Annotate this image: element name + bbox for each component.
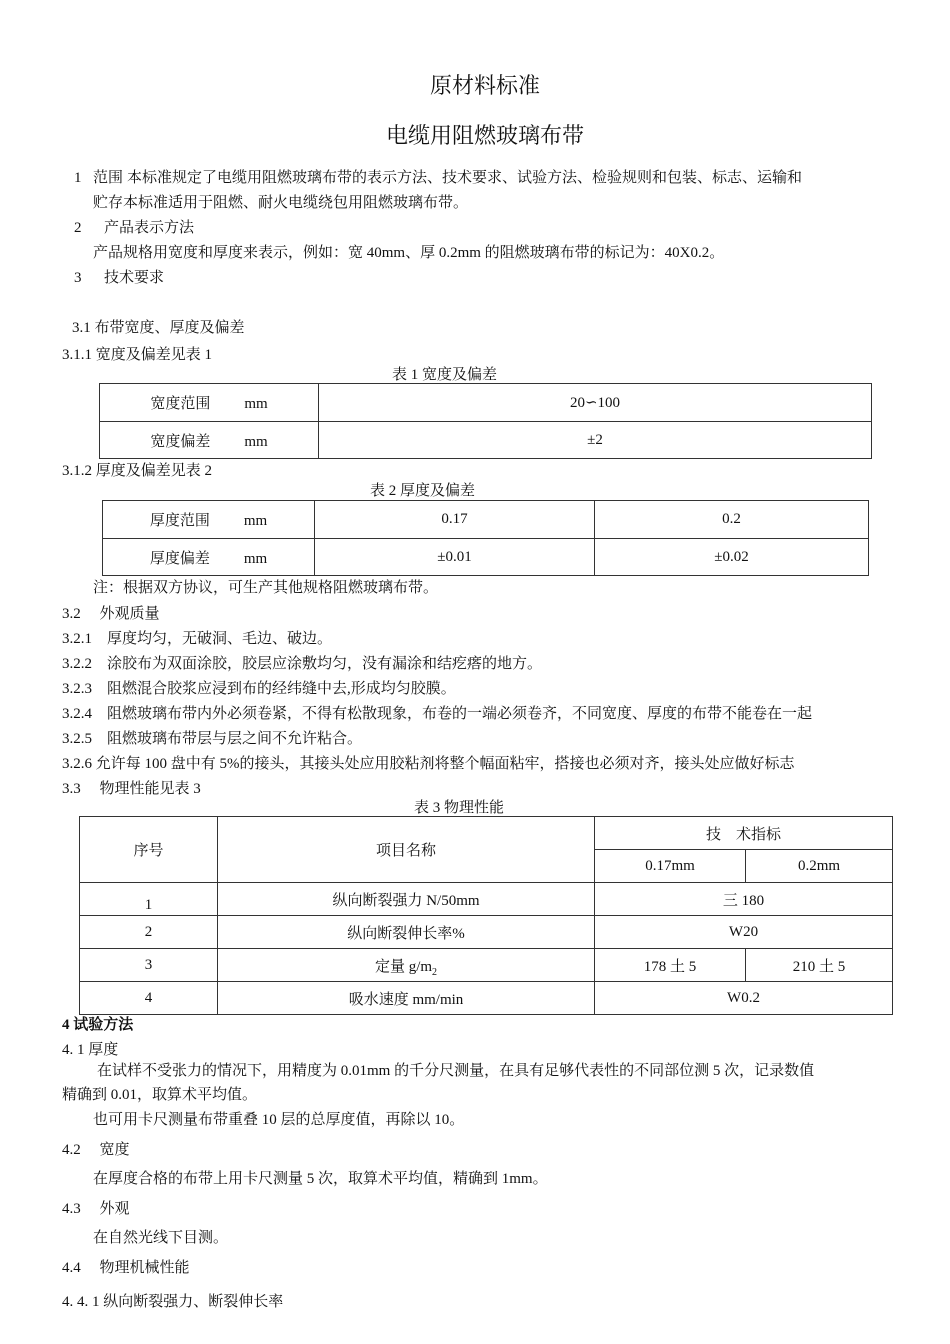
section-4-3-heading: 4.3 外观: [62, 1201, 130, 1217]
header-no: 序号: [80, 817, 218, 883]
section-3-1-1: 3.1.1 宽度及偏差见表 1: [62, 347, 213, 363]
row-item: 纵向断裂伸长率%: [218, 916, 595, 949]
row-item: 吸水速度 mm/min: [218, 982, 595, 1015]
section-3-2-6: 3.2.6 允许每 100 盘中有 5%的接头，其接头处应用胶粘剂将整个幅面粘牢，搭接也必须对齐，接头处应做好标志: [62, 756, 795, 772]
row-unit: mm: [243, 513, 268, 529]
row-no: 1: [80, 883, 218, 916]
table-cell: [100, 422, 319, 459]
section-2-heading: 产品表示方法: [104, 219, 195, 236]
section-4-2-heading: 4.2 宽度: [62, 1142, 130, 1158]
row-unit: mm: [243, 550, 268, 567]
section-3-2-5: 3.2.5 阻燃玻璃布带层与层之间不允许粘合。: [62, 731, 363, 747]
row-label: 宽度偏差: [150, 433, 211, 450]
row-label: 宽度范围: [150, 396, 211, 412]
row-value: 三 180: [595, 883, 893, 916]
row-unit: mm: [244, 433, 268, 450]
section-2-text: 产品规格用宽度和厚度来表示，例如：宽 40mm、厚 0.2mm 的阻燃玻璃布带的标记为：40X0.2。: [93, 245, 725, 261]
section-4-heading: 4 试验方法: [62, 1017, 134, 1033]
row-label: 厚度范围: [149, 513, 210, 529]
section-3-2-2: 3.2.2 涂胶布为双面涂胶，胶层应涂敷均匀，没有漏涂和结疙瘩的地方。: [62, 656, 543, 672]
row-item-text: 定量 g/m: [374, 958, 433, 975]
header-col-02: 0.2mm: [746, 850, 893, 883]
table-1-caption: 表 1 宽度及偏差: [392, 367, 498, 383]
section-3-3: 3.3 物理性能见表 3: [62, 781, 201, 797]
section-3-2: 3.2 外观质量: [62, 606, 160, 622]
header-item: 项目名称: [218, 817, 595, 883]
section-4-1-heading: 4. 1 厚度: [62, 1042, 119, 1058]
row-no: 2: [80, 916, 218, 949]
section-1-heading: 范围: [93, 169, 124, 186]
table-cell: 0.2: [595, 501, 869, 539]
table-2: [102, 500, 869, 576]
section-1-text-line1: 本标准规定了电缆用阻燃玻璃布带的表示方法、技术要求、试验方法、检验规则和包装、标志、运输和: [127, 170, 803, 186]
table-row: [80, 982, 893, 1015]
table-row: [103, 539, 869, 576]
section-4-4-heading: 4.4 物理机械性能: [62, 1260, 190, 1276]
section-3-2-3: 3.2.3 阻燃混合胶浆应浸到布的经纬缝中去,形成均匀胶膜。: [62, 681, 456, 697]
table-2-note: 注：根据双方协议，可生产其他规格阻燃玻璃布带。: [93, 580, 439, 596]
table-row: [80, 883, 893, 916]
page-title: 原材料标准: [429, 73, 540, 98]
table-3: [79, 816, 893, 1015]
table-2-caption: 表 2 厚度及偏差: [370, 483, 476, 499]
table-row: [100, 422, 872, 459]
table-cell: [103, 539, 315, 576]
section-3-1-2: 3.1.2 厚度及偏差见表 2: [62, 463, 213, 479]
section-3-2-4: 3.2.4 阻燃玻璃布带内外必须卷紧，不得有松散现象，布卷的一端必须卷齐，不同宽度、厚度的布带不能卷在一起: [62, 706, 813, 722]
section-3-number: 3: [74, 270, 82, 286]
table-cell: 0.17: [315, 501, 595, 539]
table-cell: ±2: [319, 422, 872, 459]
section-3-2-1: 3.2.1 厚度均匀，无破洞、毛边、破边。: [62, 631, 333, 647]
row-no: 4: [80, 982, 218, 1015]
section-3-heading: 技术要求: [104, 269, 165, 286]
header-spec: 技 术指标: [595, 817, 893, 850]
row-item: 纵向断裂强力 N/50mm: [218, 883, 595, 916]
section-4-1-para2: 也可用卡尺测量布带重叠 10 层的总厚度值，再除以 10。: [93, 1112, 465, 1128]
row-no: 3: [80, 949, 218, 982]
table-row: [80, 916, 893, 949]
table-cell: [103, 501, 315, 539]
section-4-1-para1-line1: 在试样不受张力的情况下，用精度为 0.01mm 的千分尺测量，在具有足够代表性的不同部位测 5 次，记录数值: [97, 1063, 815, 1079]
section-4-4-1-heading: 4. 4. 1 纵向断裂强力、断裂伸长率: [62, 1294, 284, 1310]
header-col-017: 0.17mm: [595, 850, 746, 883]
row-unit: mm: [244, 396, 268, 412]
section-4-2-para: 在厚度合格的布带上用卡尺测量 5 次，取算术平均值，精确到 1mm。: [93, 1171, 548, 1187]
section-3-1: 3.1 布带宽度、厚度及偏差: [72, 320, 245, 336]
table-row: [100, 384, 872, 422]
table-cell: [100, 384, 319, 422]
row-value-02: 210 土 5: [746, 949, 893, 982]
row-value: W20: [595, 916, 893, 949]
section-4-1-para1-line2: 精确到 0.01，取算术平均值。: [62, 1087, 258, 1103]
table-3-caption: 表 3 物理性能: [414, 800, 505, 816]
table-1: [99, 383, 872, 459]
row-value: W0.2: [595, 982, 893, 1015]
row-value-017: 178 土 5: [595, 949, 746, 982]
section-1-text-line2: 贮存本标准适用于阻燃、耐火电缆绕包用阻燃玻璃布带。: [93, 195, 469, 211]
table-row: [103, 501, 869, 539]
table-header-row: [80, 817, 893, 850]
section-4-3-para: 在自然光线下目测。: [93, 1230, 229, 1246]
table-cell: 20∽100: [319, 384, 872, 422]
table-cell: ±0.02: [595, 539, 869, 576]
section-1-number: 1: [74, 170, 82, 186]
row-label: 厚度偏差: [149, 550, 210, 567]
row-item-subscript: 2: [432, 966, 438, 978]
table-cell: ±0.01: [315, 539, 595, 576]
row-item: [218, 949, 595, 982]
table-row: [80, 949, 893, 982]
page-subtitle: 电缆用阻燃玻璃布带: [385, 123, 584, 148]
section-2-number: 2: [74, 220, 82, 236]
